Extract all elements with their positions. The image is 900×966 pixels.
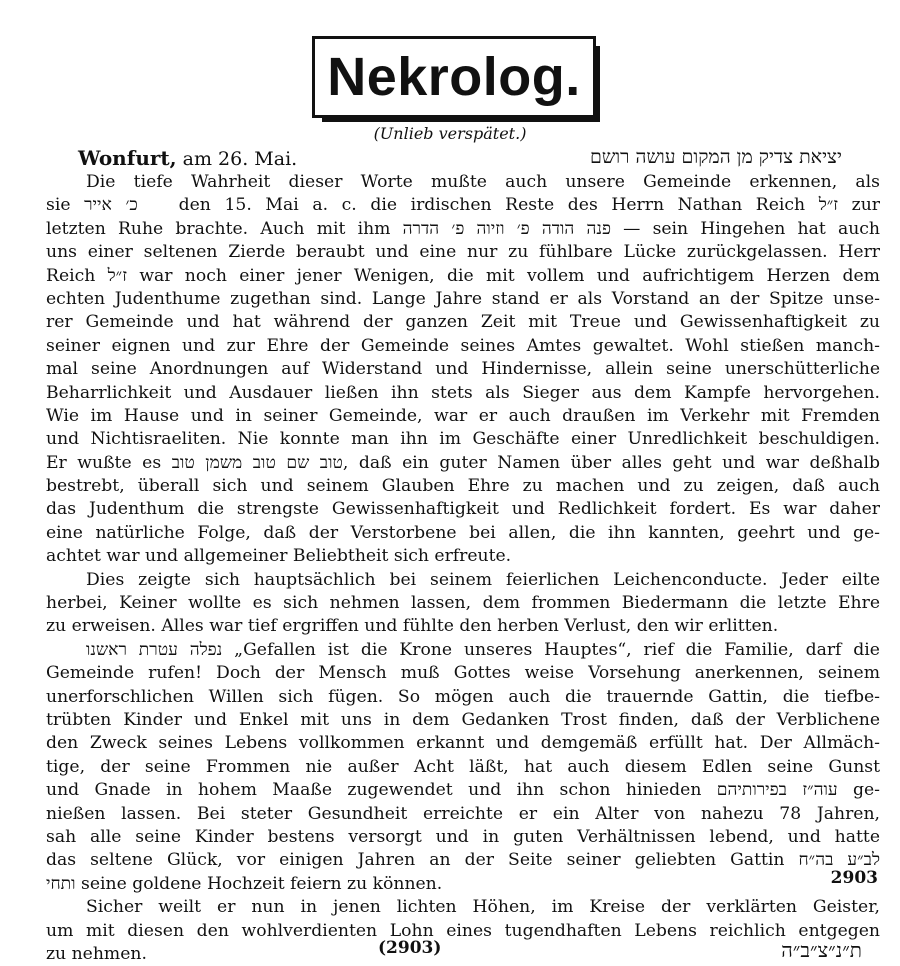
text-line: ותחי seine goldene Hochzeit feiern zu können. — [46, 873, 443, 894]
text-line: sie כ׳ אייר den 15. Mai a. c. die irdischen Reste des Herrn Nathan Reich ז״ל zur — [46, 195, 880, 216]
text-line: Er wußte es טוב שם טוב משמן טוב, daß ein guter Namen über alles geht und war deßhalb — [46, 452, 880, 473]
article-body — [46, 171, 880, 966]
text-line: Sicher weilt er nun in jenen lichten Höhen, im Kreise der verklärten Geister, — [86, 897, 880, 918]
page-title: Nekrolog. — [327, 47, 581, 107]
text-line: herbei, Keiner wollte es sich nehmen lassen, dem frommen Biedermann die letzte Ehre — [46, 593, 880, 614]
text-line: Reich ז״ל war noch einer jener Wenigen, die mit vollem und aufrichtigem Herzen dem — [46, 265, 880, 286]
text-line: eine natürliche Folge, daß der Verstorbene bei allen, die ihn kannten, geehrt und ge- — [46, 522, 880, 543]
text-line: Beharrlichkeit und Ausdauer ließen ihn stets als Sieger aus dem Kampfe hervorgehen. — [46, 382, 880, 403]
text-line: Gemeinde rufen! Doch der Mensch muß Gottes weise Vorsehung anerkennen, seinem — [46, 663, 880, 684]
text-line: tige, der seine Frommen nie außer Acht läßt, hat auch diesem Edlen seine Gunst — [46, 756, 880, 777]
title-frame — [312, 36, 596, 118]
hebrew-abbreviation: ת״נ״צ״ב״ה — [781, 938, 862, 962]
text-line: Wie im Hause und in seiner Gemeinde, war er auch draußen im Verkehr mit Fremden — [46, 405, 880, 426]
text-line: und Gnade in hohem Maaße zugewendet und ihn schon hinieden עוה״ז בפירותיהם ge- — [46, 780, 880, 801]
text-line: rer Gemeinde und hat während der ganzen Zeit mit Treue und Gewissenhaftigkeit zu — [46, 312, 880, 333]
text-line: das Judenthum die strengste Gewissenhaftigkeit und Redlichkeit fordert. Es war daher — [46, 499, 880, 520]
reference-number-right: 2903 — [830, 868, 878, 888]
text-line: נפלה עטרת ראשנו „Gefallen ist die Krone unseres Hauptes“, rief die Familie, darf die — [86, 639, 880, 660]
text-line: das seltene Glück, vor einigen Jahren an der Seite seiner geliebten Gattin לב״ע בה״ח — [46, 850, 880, 871]
text-line: unerforschlichen Willen sich fügen. So mögen auch die trauernde Gattin, die tiefbe- — [46, 686, 880, 707]
text-line: Die tiefe Wahrheit dieser Worte mußte auch unsere Gemeinde erkennen, als — [86, 172, 880, 192]
text-line: bestrebt, überall sich und seinem Glauben Ehre zu machen und zu zeigen, daß auch — [46, 476, 880, 497]
dateline — [78, 146, 297, 170]
hebrew-quote: יציאת צדיק מן המקום עושה רושם — [589, 146, 842, 168]
text-line: um mit diesen den wohlverdienten Lohn eines tugendhaften Lebens reichlich entgegen — [46, 920, 880, 941]
text-line: achtet war und allgemeiner Beliebtheit sich erfreute. — [46, 546, 512, 567]
text-line: echten Judenthume zugethan sind. Lange Jahre stand er als Vorstand an der Spitze unse- — [46, 288, 880, 309]
text-line: den Zweck seines Lebens vollkommen erkannt und demgemäß erfüllt hat. Der Allmäch- — [46, 733, 880, 754]
text-line: nießen lassen. Bei steter Gesundheit erreichte er ein Alter von nahezu 78 Jahren, — [46, 803, 880, 824]
text-line: zu erweisen. Alles war tief ergriffen und fühlte den herben Verlust, den wir erlitten. — [46, 616, 779, 637]
text-line: mal seine Anordnungen auf Widerstand und Hindernisse, allein seine unerschütterliche — [46, 359, 880, 380]
subtitle-note: (Unlieb verspätet.) — [373, 124, 527, 143]
text-line: Dies zeigte sich hauptsächlich bei seinem feierlichen Leichenconducte. Jeder eilte — [86, 569, 880, 590]
dateline-date: am 26. Mai. — [182, 148, 298, 170]
text-line: seiner eignen und zur Ehre der Gemeinde seines Amtes gewaltet. Wohl stießen manch- — [46, 335, 880, 356]
text-line: zu nehmen. — [46, 943, 147, 964]
text-line: trübten Kinder und Enkel mit uns in dem Gedanken Trost finden, daß der Verblichene — [46, 709, 880, 730]
footer-reference-number: (2903) — [378, 938, 442, 958]
text-line: uns einer seltenen Zierde beraubt und eine nur zu fühlbare Lücke zurückgelassen. Herr — [46, 242, 880, 263]
text-line: letzten Ruhe brachte. Auch mit ihm פנה הודה פ׳ וזיוה פ׳ הדרה — sein Hingehen hat auch — [46, 218, 880, 239]
dateline-place: Wonfurt, — [78, 146, 177, 170]
text-line: sah alle seine Kinder bestens versorgt und in guten Verhältnissen lebend, und hatte — [46, 826, 880, 847]
text-line: und Nichtisraeliten. Nie konnte man ihn im Geschäfte einer Unredlichkeit beschuldigen. — [46, 429, 880, 450]
